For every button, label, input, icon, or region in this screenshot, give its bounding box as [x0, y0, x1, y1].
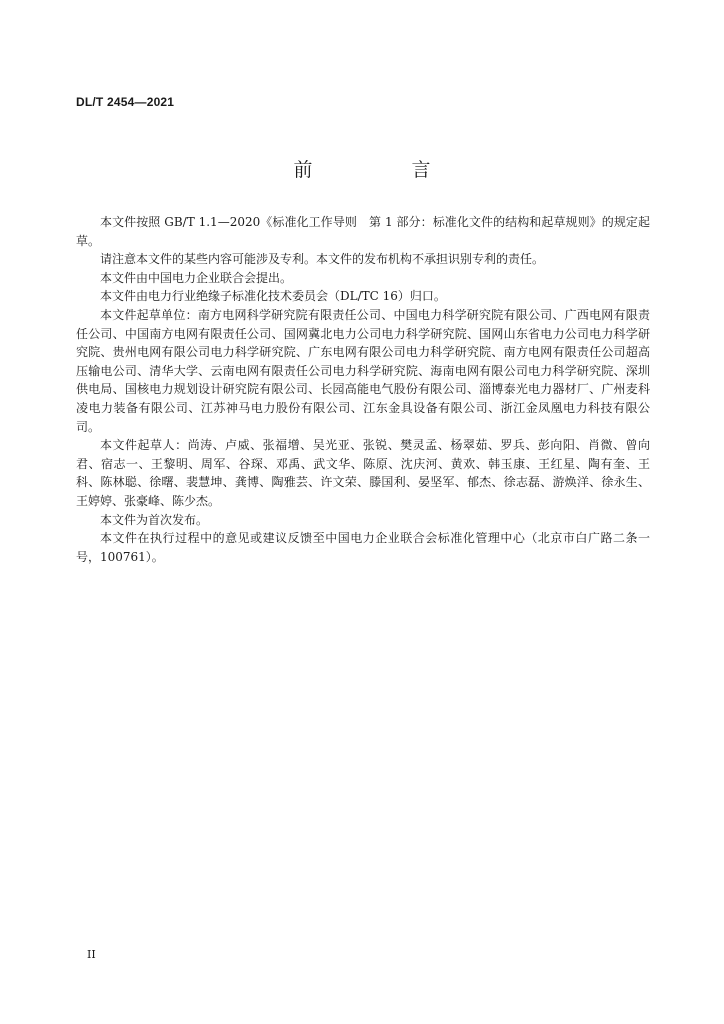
paragraph-patent-notice: 请注意本文件的某些内容可能涉及专利。本文件的发布机构不承担识别专利的责任。 [100, 252, 545, 267]
paragraph-first-release: 本文件为首次发布。 [100, 512, 209, 527]
paragraph-proposer: 本文件由中国电力企业联合会提出。 [100, 270, 293, 285]
paragraph-drafting-rules: 本文件按照 GB/T 1.1—2020《标准化工作导则 第 1 部分：标准化文件的结构和起草规则》的规定起草。 [76, 215, 650, 248]
page-title: 前 言 [293, 159, 471, 181]
foreword-body [76, 213, 650, 566]
paragraph-responsible-committee: 本文件由电力行业绝缘子标准化技术委员会（DL/TC 16）归口。 [100, 289, 446, 304]
page-number: II [87, 948, 96, 961]
paragraph-drafters: 本文件起草人：尚涛、卢威、张福增、吴光亚、张锐、樊灵孟、杨翠茹、罗兵、彭向阳、肖微、曾向君、宿志一、王黎明、周军、谷琛、邓禹、武文华、陈原、沈庆河、黄欢、韩玉康、王红星、陶有奎、王科、陈林聪、徐曙、裴慧坤、龚博、陶雅芸、许文荣、滕国利、晏坚军、郁杰、徐志磊、游焕洋、徐永生、王婷婷、张豪峰、陈少杰。 [76, 438, 650, 508]
standard-code: DL/T 2454—2021 [76, 95, 175, 109]
paragraph-drafting-organizations: 本文件起草单位：南方电网科学研究院有限责任公司、中国电力科学研究院有限公司、广西电网有限责任公司、中国南方电网有限责任公司、国网冀北电力公司电力科学研究院、国网山东省电力公司电力科学研究院、贵州电网有限公司电力科学研究院、广东电网有限公司电力科学研究院、南方电网有限责任公司超高压输电公司、清华大学、云南电网有限责任公司电力科学研究院、海南电网有限公司电力科学研究院、深圳供电局、国核电力规划设计研究院有限公司、长园高能电气股份有限公司、淄博泰光电力器材厂、广州麦科凌电力装备有限公司、江苏神马电力股份有限公司、江东金具设备有限公司、浙江金凤凰电力科技有限公司。 [76, 307, 650, 434]
paragraph-feedback: 本文件在执行过程中的意见或建议反馈至中国电力企业联合会标准化管理中心（北京市白广路二条一号，100761）。 [76, 531, 650, 564]
